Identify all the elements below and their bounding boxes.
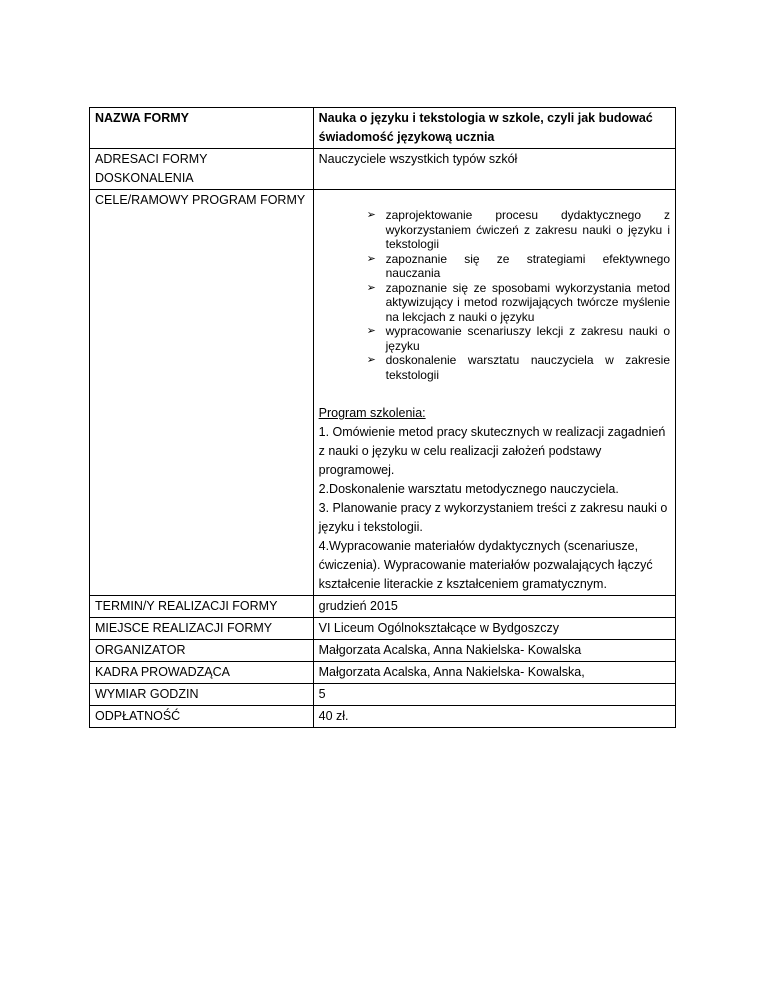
value-wymiar: 5: [313, 684, 675, 706]
goal-item: ➢ zaprojektowanie procesu dydaktycznego z wykorzystaniem ćwiczeń z zakresu nauki o języku i tekstologii: [366, 208, 670, 251]
value-odplatnosc: 40 zł.: [313, 706, 675, 728]
row-cele-program: [90, 190, 676, 596]
row-termin: [90, 596, 676, 618]
label-nazwa-formy: NAZWA FORMY: [90, 108, 314, 149]
goals-list: [319, 208, 670, 382]
value-cele-program: [313, 190, 675, 596]
arrow-bullet-icon: ➢: [366, 354, 376, 366]
goal-item: ➢ zapoznanie się ze sposobami wykorzystania metod aktywizujący i metod rozwijających twórcze myślenie na lekcjach z nauki o języku: [366, 280, 670, 324]
program-item: 2.Doskonalenie warsztatu metodycznego nauczyciela.: [318, 482, 619, 496]
arrow-bullet-icon: ➢: [366, 209, 376, 221]
row-miejsce: [90, 618, 676, 640]
row-wymiar: [90, 684, 676, 706]
label-organizator: ORGANIZATOR: [90, 640, 314, 662]
value-organizator: Małgorzata Acalska, Anna Nakielska- Kowalska: [313, 640, 675, 662]
arrow-bullet-icon: ➢: [366, 325, 376, 337]
goal-item: ➢ zapoznanie się ze strategiami efektywnego nauczania: [366, 251, 670, 280]
goal-item: ➢ wypracowanie scenariuszy lekcji z zakresu nauki o języku: [366, 324, 670, 353]
label-odplatnosc: ODPŁATNOŚĆ: [90, 706, 314, 728]
goal-item: ➢ doskonalenie warsztatu nauczyciela w zakresie tekstologii: [366, 353, 670, 382]
label-adresaci: ADRESACI FORMY DOSKONALENIA: [90, 149, 314, 190]
value-termin: grudzień 2015: [313, 596, 675, 618]
label-wymiar: WYMIAR GODZIN: [90, 684, 314, 706]
program-section: [319, 404, 670, 594]
row-odplatnosc: [90, 706, 676, 728]
value-nazwa-formy: Nauka o języku i tekstologia w szkole, czyli jak budować świadomość językową ucznia: [313, 108, 675, 149]
row-organizator: [90, 640, 676, 662]
row-adresaci: [90, 149, 676, 190]
value-miejsce: VI Liceum Ogólnokształcące w Bydgoszczy: [313, 618, 675, 640]
program-item: 4.Wypracowanie materiałów dydaktycznych (scenariusze, ćwiczenia). Wypracowanie materiałów pozwalających łączyć kształcenie literackie z kształceniem gramatycznym.: [318, 539, 653, 591]
row-nazwa-formy: [90, 108, 676, 149]
label-cele-program: CELE/RAMOWY PROGRAM FORMY: [90, 190, 314, 596]
form-details-table: [89, 107, 676, 728]
arrow-bullet-icon: ➢: [366, 252, 376, 265]
value-adresaci: Nauczyciele wszystkich typów szkół: [313, 149, 675, 190]
arrow-bullet-icon: ➢: [366, 281, 376, 294]
value-kadra: Małgorzata Acalska, Anna Nakielska- Kowalska,: [313, 662, 675, 684]
label-miejsce: MIEJSCE REALIZACJI FORMY: [90, 618, 314, 640]
program-item: 1. Omówienie metod pracy skutecznych w realizacji zagadnień z nauki o języku w celu realizacji założeń podstawy programowej.: [318, 425, 666, 477]
program-title: Program szkolenia:: [318, 406, 426, 420]
program-item: 3. Planowanie pracy z wykorzystaniem treści z zakresu nauki o języku i tekstologii.: [318, 501, 668, 534]
label-termin: TERMIN/Y REALIZACJI FORMY: [90, 596, 314, 618]
label-kadra: KADRA PROWADZĄCA: [90, 662, 314, 684]
row-kadra: [90, 662, 676, 684]
